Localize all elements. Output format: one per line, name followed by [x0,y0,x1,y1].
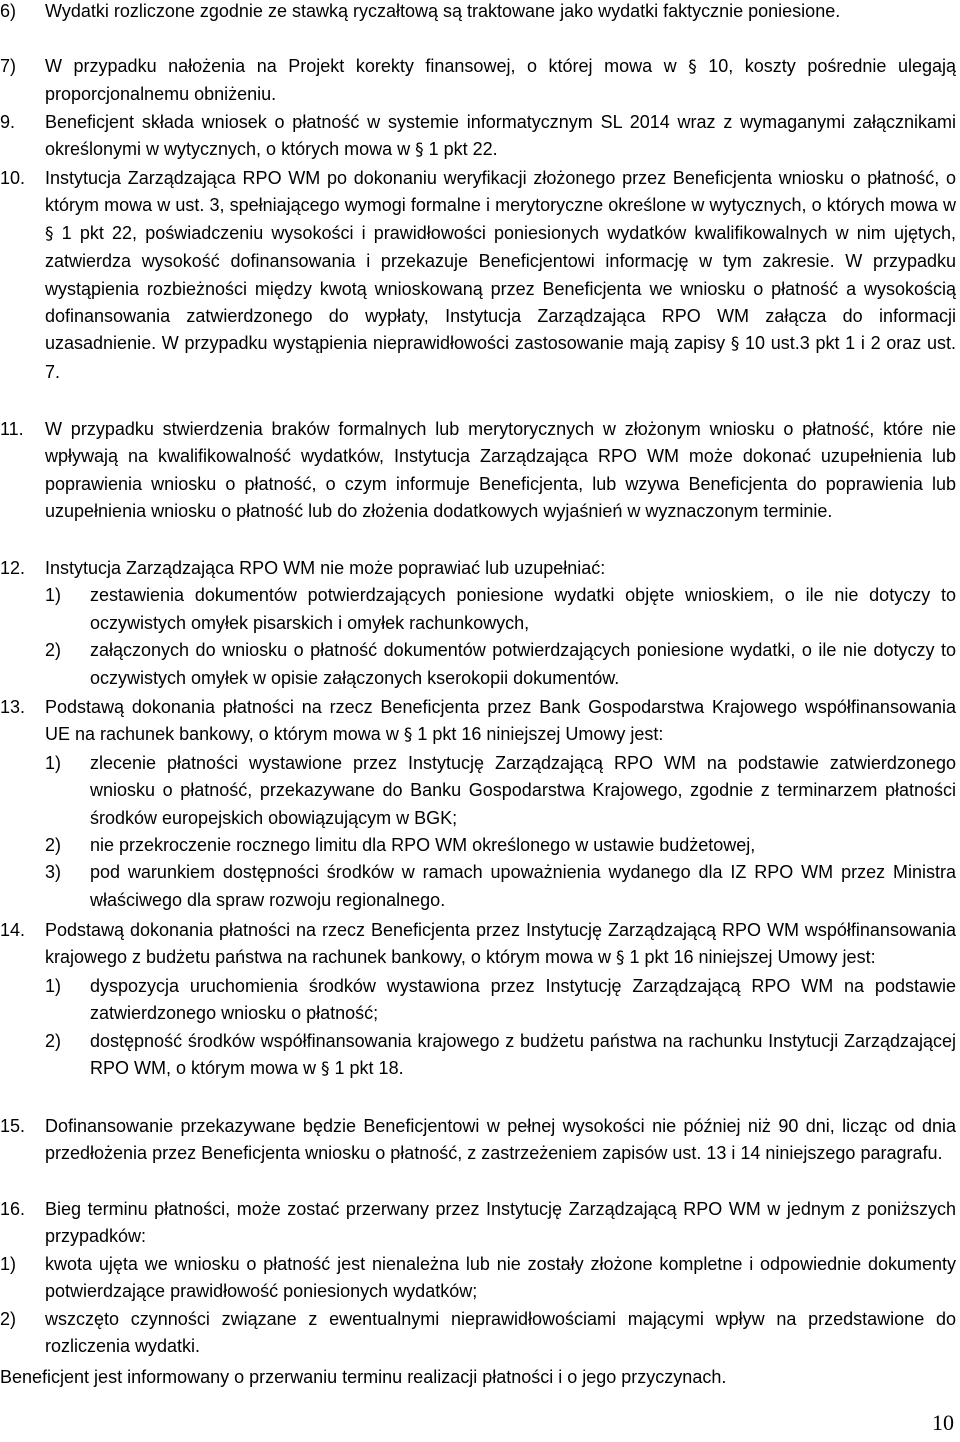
list-item-7 [0,53,956,109]
section-symbol: § [45,223,54,244]
paragraph-12 [0,555,956,692]
item-text: nie przekroczenie rocznego limitu dla RPO WM określonego w ustawie budżetowej, [90,835,756,856]
item-number: 6) [0,1,17,21]
item-number: 1) [45,585,62,606]
text-segment: Instytucja Zarządzająca RPO WM po dokonaniu weryfikacji złożonego przez Beneficjenta wniosku o płatność, o którym mowa w ust. 3, spełniającego wymogi formalne i merytoryczne określone w wytycznych, o których mowa w [45,168,956,216]
text-segment: W przypadku nałożenia na Projekt korekty finansowej, o której mowa w [45,56,689,76]
paragraph-number: 12. [0,558,26,578]
paragraph-number: 14. [0,920,26,940]
item-number: 7) [0,56,17,76]
list-item-6 [0,0,956,25]
item-text: pod warunkiem dostępności środków w ramach upoważnienia wydanego dla IZ RPO WM przez Ministra właściwego dla spraw rozwoju regionalnego. [90,862,956,910]
list-item [45,637,956,692]
paragraph-16 [0,1196,956,1360]
text-segment: 1 pkt 22, poświadczeniu wysokości i prawidłowości poniesionych wydatków kwalifikowalnych w nim ujętych, zatwierdza wysokość dofinansowania i przekazuje Beneficjentowi informację w tym zakresie. W przypadku wystąpienia rozbieżności między kwotą wnioskowaną przez Beneficjenta we wniosku o płatność a wysokością dofinansowania zatwierdzonego do wypłaty, Instytucja Zarządzająca RPO WM załącza do informacji uzasadnienie. W przypadku wystąpienia nieprawidłowości zastosowanie mają zapisy [45,222,956,354]
paragraph-13 [0,694,956,914]
paragraph-text: Bieg terminu płatności, może zostać przerwany przez Instytucję Zarządzającą RPO WM w jednym z poniższych przypadków: [45,1199,956,1247]
paragraph-text [45,694,956,750]
list-item [45,1028,956,1084]
paragraph-number: 15. [0,1116,26,1136]
page-number: 10 [932,1410,954,1435]
paragraph-10 [0,165,956,386]
item-text: wszczęto czynności związane z ewentualnymi nieprawidłowościami mającymi wpływ na przedstawione do rozliczenia wydatki. [45,1308,956,1357]
paragraph-11 [0,416,956,526]
list-item [45,582,956,637]
item-text: Wydatki rozliczone zgodnie ze stawką ryczałtową są traktowane jako wydatki faktycznie poniesione. [45,1,841,21]
item-text: kwota ujęta we wniosku o płatność jest nienależna lub nie zostały złożone kompletne i odpowiednie dokumenty potwierdzające prawidłowość poniesionych wydatków; [45,1253,956,1302]
item-text [45,53,956,109]
list-item [45,750,956,832]
item-number: 2) [0,1308,17,1329]
item-number: 2) [45,835,62,856]
paragraph-text [45,917,956,973]
paragraph-text: Instytucja Zarządzająca RPO WM nie może poprawiać lub uzupełniać: [45,558,606,578]
item-number: 1) [45,752,62,773]
item-text: dyspozycja uruchomienia środków wystawiona przez Instytucję Zarządzającą RPO WM na podstawie zatwierdzonego wniosku o płatność; [90,975,956,1024]
list-item [45,832,956,859]
list-item [0,1251,956,1306]
paragraph-number: 13. [0,697,26,717]
text-segment: 10 ust.3 pkt 1 i 2 oraz ust. 7. [45,333,956,382]
list-item [45,973,956,1028]
paragraph-15 [0,1113,956,1168]
paragraph-text: Dofinansowanie przekazywane będzie Beneficjentowi w pełnej wysokości nie później niż 90 dni, licząc od dnia przedłożenia przez Beneficjenta wniosku o płatność, z zastrzeżeniem zapisów ust. 13 i 14 niniejszego paragrafu. [45,1116,956,1164]
section-symbol: § [403,725,413,746]
section-symbol: § [615,948,625,969]
paragraph-14 [0,917,956,1083]
paragraph-number: 16. [0,1199,26,1219]
item-number: 1) [45,975,62,996]
list-item [45,859,956,914]
section-symbol: § [321,1059,330,1080]
section-symbol: § [415,140,424,161]
paragraph-number: 11. [0,419,24,439]
paragraph-number: 9. [0,112,16,132]
section-symbol: § [688,57,697,77]
list-item [0,1306,956,1361]
text-segment: Beneficjent składa wniosek o płatność w systemie informatycznym SL 2014 wraz z wymaganymi załącznikami określonymi w wytycznych, o których mowa w [45,112,956,160]
paragraph-number: 10. [0,168,26,188]
item-number: 3) [45,862,62,883]
closing-sentence: Beneficjent jest informowany o przerwaniu terminu realizacji płatności i o jego przyczynach. [0,1367,727,1387]
text-segment: 1 pkt 22. [423,139,498,160]
item-number: 1) [0,1253,17,1274]
paragraph-text [45,109,956,165]
item-text: zlecenie płatności wystawione przez Instytucję Zarządzającą RPO WM na podstawie zatwierdzonego wniosku o płatność, przekazywane do Banku Gospodarstwa Krajowego, zgodnie z terminarzem płatności środków europejskich obowiązującym w BGK; [90,752,956,828]
text-segment: 1 pkt 18. [329,1058,404,1079]
text-segment: dostępność środków współfinansowania krajowego z budżetu państwa na rachunku Instytucji Zarządzającej RPO WM, o którym mowa w [90,1030,956,1079]
text-segment: Podstawą dokonania płatności na rzecz Beneficjenta przez Bank Gospodarstwa Krajowego współfinansowania UE na rachunek bankowy, o którym mowa w [45,697,956,745]
paragraph-9 [0,109,956,165]
item-text: załączonych do wniosku o płatność dokumentów potwierdzających poniesione wydatki, o ile nie dotyczy to oczywistych omyłek w opisie załączonych kserokopii dokumentów. [90,640,956,688]
paragraph-text [45,165,956,386]
section-symbol: § [730,334,740,355]
item-number: 2) [45,1030,62,1051]
text-segment: Podstawą dokonania płatności na rzecz Beneficjenta przez Instytucję Zarządzającą RPO WM współfinansowania krajowego z budżetu państwa na rachunek bankowy, o którym mowa w [45,920,956,968]
item-text: zestawienia dokumentów potwierdzających poniesione wydatki objęte wnioskiem, o ile nie dotyczy to oczywistych omyłek pisarskich i omyłek rachunkowych, [90,585,956,633]
text-segment: 1 pkt 16 niniejszej Umowy jest: [624,947,876,968]
item-number: 2) [45,640,62,661]
paragraph-text: W przypadku stwierdzenia braków formalnych lub merytorycznych w złożonym wniosku o płatność, które nie wpływają na kwalifikowalność wydatków, Instytucja Zarządzająca RPO WM może dokonać uzupełnienia lub poprawienia wniosku o płatność, o czym informuje Beneficjenta, lub wzywa Beneficjenta do poprawienia lub uzupełnienia wniosku o płatność lub do złożenia dodatkowych wyjaśnień w wyznaczonym terminie. [45,419,956,522]
text-segment: 10, koszty pośrednie ulegają proporcjonalnemu obniżeniu. [45,56,956,105]
text-segment: 1 pkt 16 niniejszej Umowy jest: [412,724,664,745]
item-text [90,1028,956,1084]
